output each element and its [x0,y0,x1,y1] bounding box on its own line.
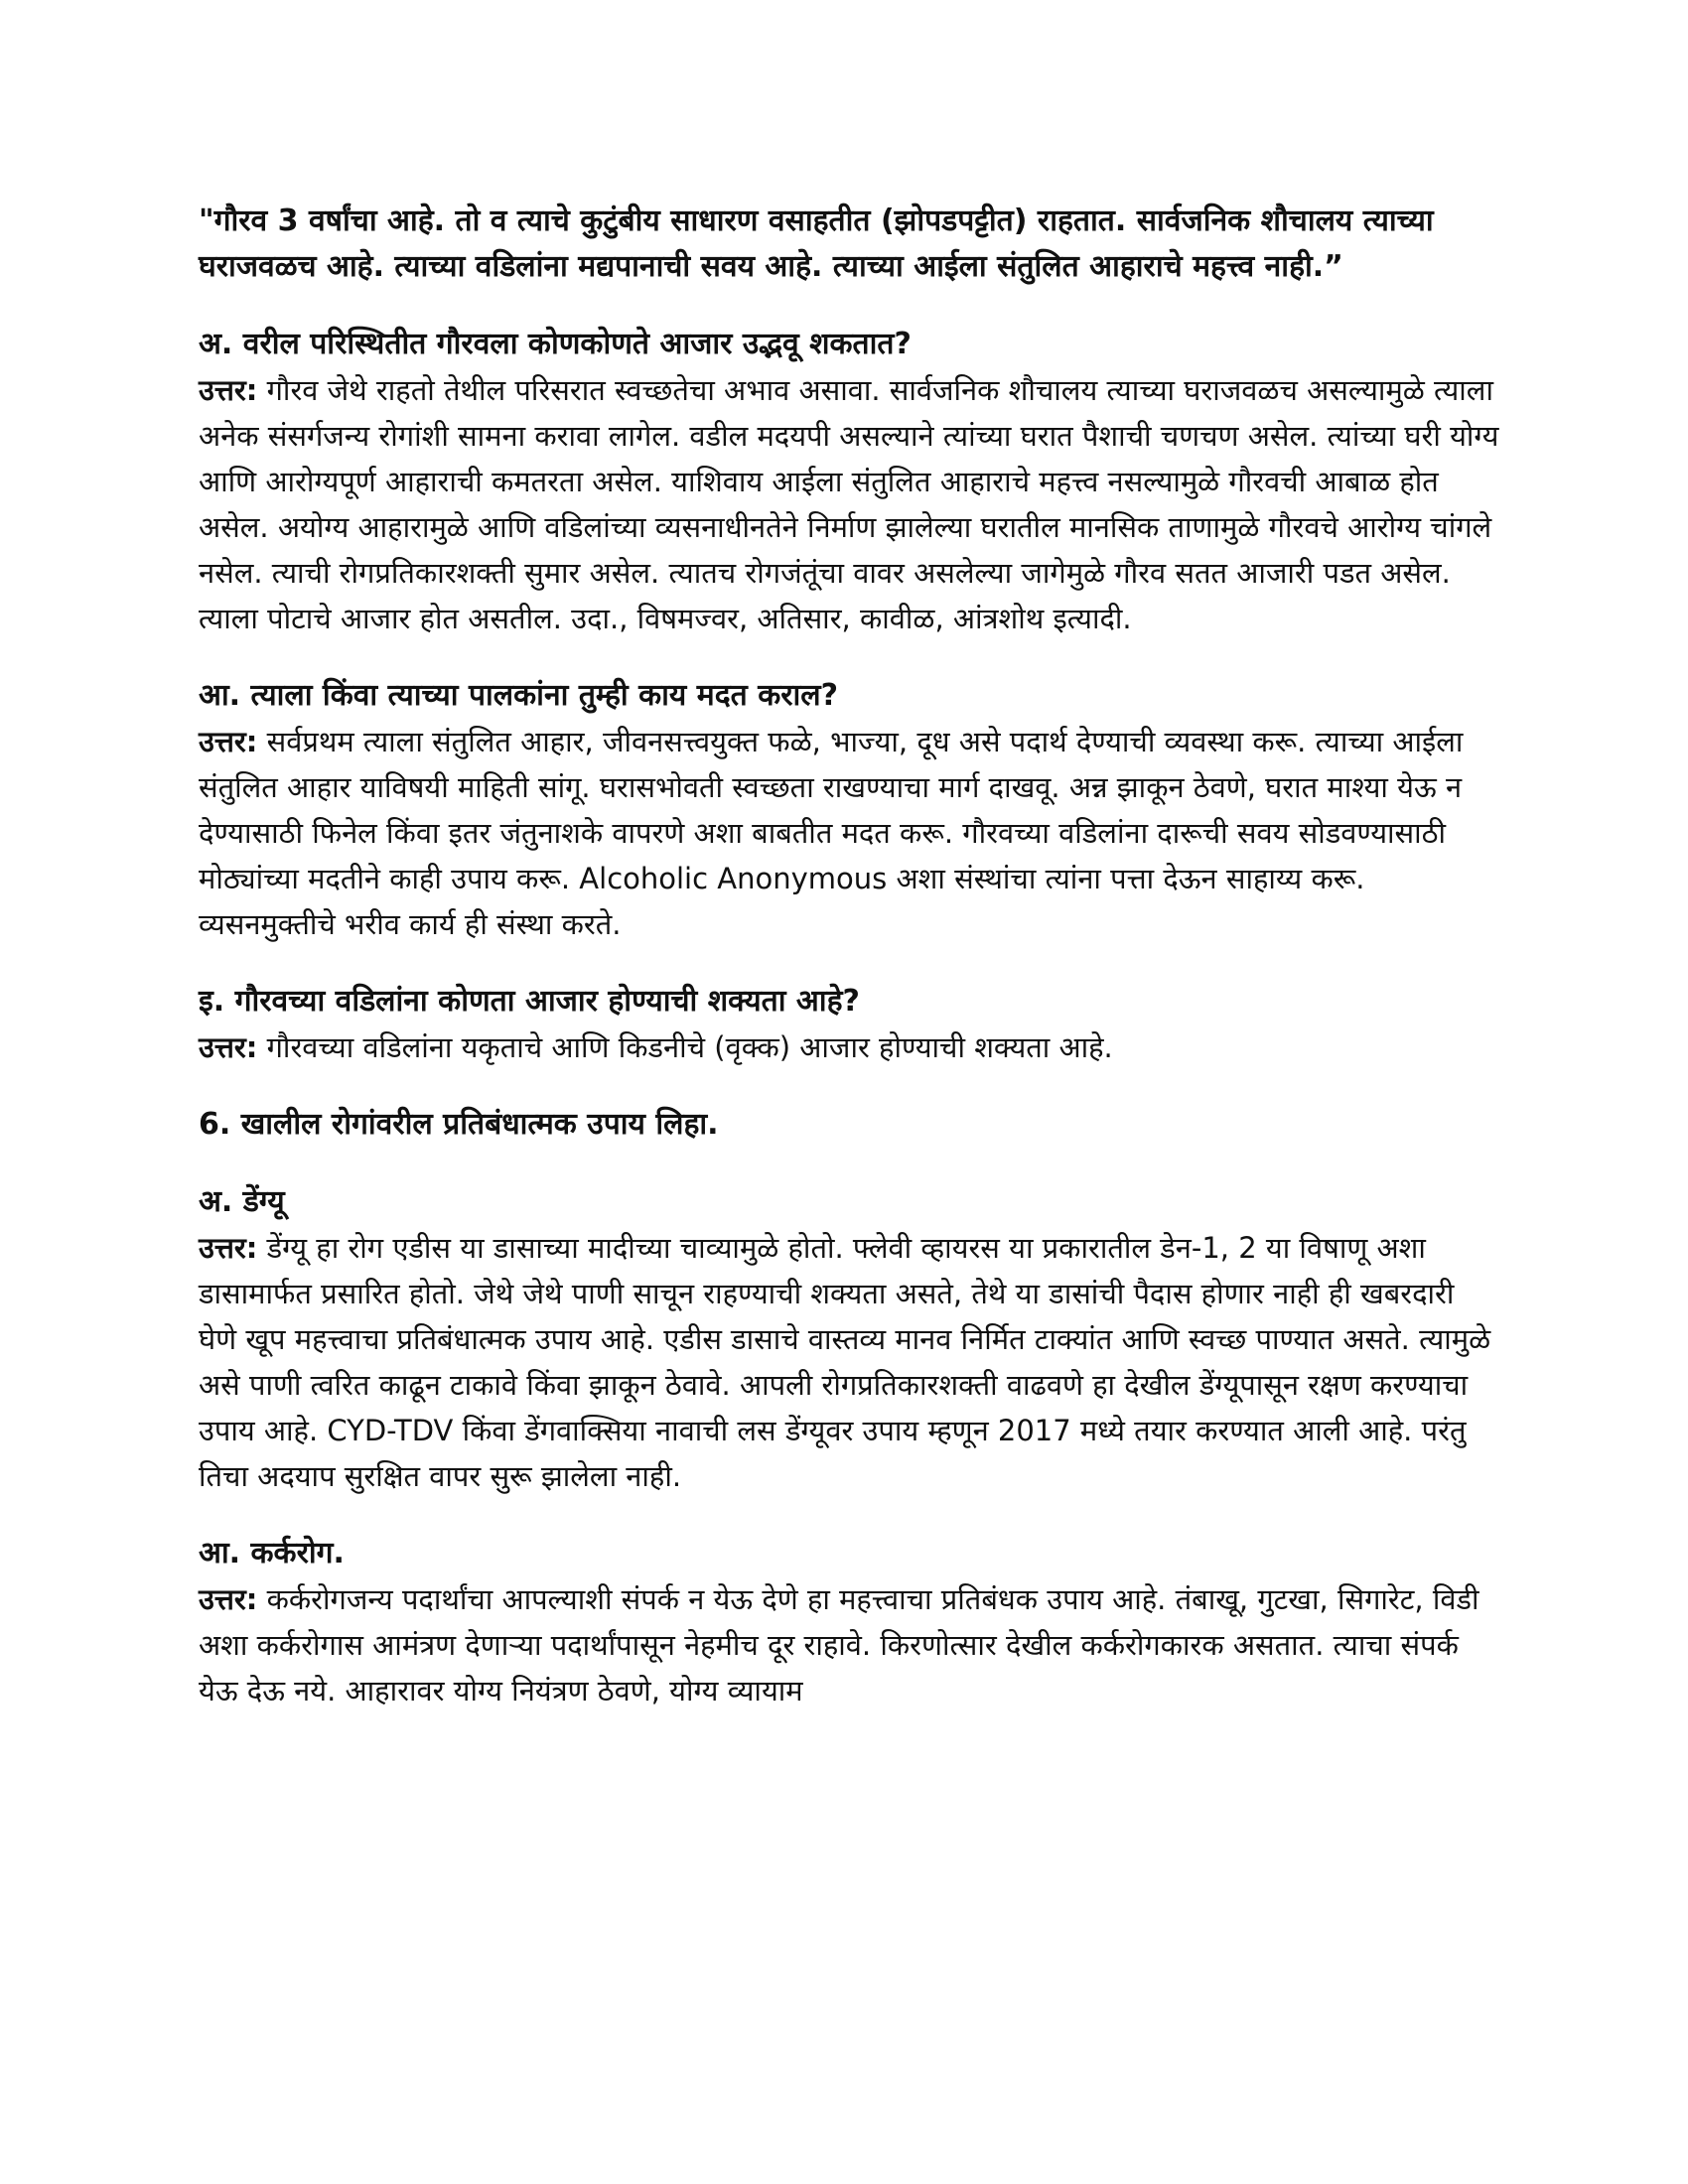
answer-text [199,367,1499,641]
answer-text [199,1576,1499,1713]
answer-body: गौरवच्या वडिलांना यकृताचे आणि किडनीचे (वृक्क) आजार होण्याची शक्यता आहे. [266,1030,1113,1064]
answer-label: उत्तर: [199,1231,258,1265]
answer-body: सर्वप्रथम त्याला संतुलित आहार, जीवनसत्त्वयुक्त फळे, भाज्या, दूध असे पदार्थ देण्याची व्यवस्था करू. त्याच्या आईला संतुलित आहार याविषयी माहिती सांगू. घरासभोवती स्वच्छता राखण्याचा मार्ग दाखवू. अन्न झाकून ठेवणे, घरात माश्या येऊ न देण्यासाठी फिनेल किंवा इतर जंतुनाशके वापरणे अशा बाबतीत मदत करू. गौरवच्या वडिलांना दारूची सवय सोडवण्यासाठी मोठ्यांच्या मदतीने काही उपाय करू. Alcoholic Anonymous अशा संस्थांचा त्यांना पत्ता देऊन साहाय्य करू. व्यसनमुक्तीचे भरीव कार्य ही संस्था करते. [199,725,1464,941]
question-block-cancer [199,1531,1499,1713]
question-block-aa [199,673,1499,947]
answer-label: उत्तर: [199,1030,258,1064]
case-study-intro: "गौरव 3 वर्षांचा आहे. तो व त्याचे कुटुंबीय साधारण वसाहतीत (झोपडपट्टीत) राहतात. सार्वजनिक शौचालय त्याच्या घराजवळच आहे. त्याच्या वडिलांना मद्यपानाची सवय आहे. त्याच्या आईला संतुलित आहाराचे महत्त्व नाही.” [199,204,1434,284]
document-page [199,199,1499,1745]
question-heading: आ. कर्करोग. [199,1536,345,1570]
question-heading: अ. वरील परिस्थितीत गौरवला कोणकोणते आजार उद्भवू शकतात? [199,327,912,361]
question-block-dengue [199,1179,1499,1499]
question-block-a [199,322,1499,641]
answer-text [199,719,1499,947]
answer-label: उत्तर: [199,725,258,758]
answer-text [199,1024,1499,1070]
section-heading: 6. खालील रोगांवरील प्रतिबंधात्मक उपाय लिहा. [199,1107,719,1142]
question-block-i [199,979,1499,1070]
answer-body: कर्करोगजन्य पदार्थांचा आपल्याशी संपर्क न येऊ देणे हा महत्त्वाचा प्रतिबंधक उपाय आहे. तंबाखू, गुटखा, सिगारेट, विडी अशा कर्करोगास आमंत्रण देणाऱ्या पदार्थांपासून नेहमीच दूर राहावे. किरणोत्सार देखील कर्करोगकारक असतात. त्याचा संपर्क येऊ देऊ नये. आहारावर योग्य नियंत्रण ठेवणे, योग्य व्यायाम [199,1582,1479,1707]
question-heading: अ. डेंग्यू [199,1184,285,1219]
answer-text [199,1225,1499,1499]
answer-body: डेंग्यू हा रोग एडीस या डासाच्या मादीच्या चाव्यामुळे होतो. फ्लेवी व्हायरस या प्रकारातील डेन-1, 2 या विषाणू अशा डासामार्फत प्रसारित होतो. जेथे जेथे पाणी साचून राहण्याची शक्यता असते, तेथे या डासांची पैदास होणार नाही ही खबरदारी घेणे खूप महत्त्वाचा प्रतिबंधात्मक उपाय आहे. एडीस डासाचे वास्तव्य मानव निर्मित टाक्यांत आणि स्वच्छ पाण्यात असते. त्यामुळे असे पाणी त्वरित काढून टाकावे किंवा झाकून ठेवावे. आपली रोगप्रतिकारशक्ती वाढवणे हा देखील डेंग्यूपासून रक्षण करण्याचा उपाय आहे. CYD-TDV किंवा डेंगवाक्सिया नावाची लस डेंग्यूवर उपाय म्हणून 2017 मध्ये तयार करण्यात आली आहे. परंतु तिचा अदयाप सुरक्षित वापर सुरू झालेला नाही. [199,1231,1491,1493]
answer-label: उत्तर: [199,1582,258,1616]
question-heading: आ. त्याला किंवा त्याच्या पालकांना तुम्ही काय मदत कराल? [199,678,839,713]
answer-label: उत्तर: [199,373,258,407]
answer-body: गौरव जेथे राहतो तेथील परिसरात स्वच्छतेचा अभाव असावा. सार्वजनिक शौचालय त्याच्या घराजवळच असल्यामुळे त्याला अनेक संसर्गजन्य रोगांशी सामना करावा लागेल. वडील मदयपी असल्याने त्यांच्या घरात पैशाची चणचण असेल. त्यांच्या घरी योग्य आणि आरोग्यपूर्ण आहाराची कमतरता असेल. याशिवाय आईला संतुलित आहाराचे महत्त्व नसल्यामुळे गौरवची आबाळ होत असेल. अयोग्य आहारामुळे आणि वडिलांच्या व्यसनाधीनतेने निर्माण झालेल्या घरातील मानसिक ताणामुळे गौरवचे आरोग्य चांगले नसेल. त्याची रोगप्रतिकारशक्ती सुमार असेल. त्यातच रोगजंतूंचा वावर असलेल्या जागेमुळे गौरव सतत आजारी पडत असेल. त्याला पोटाचे आजार होत असतील. उदा., विषमज्वर, अतिसार, कावीळ, आंत्रशोथ इत्यादी. [199,373,1499,635]
question-heading: इ. गौरवच्या वडिलांना कोणता आजार होण्याची शक्यता आहे? [199,984,860,1019]
